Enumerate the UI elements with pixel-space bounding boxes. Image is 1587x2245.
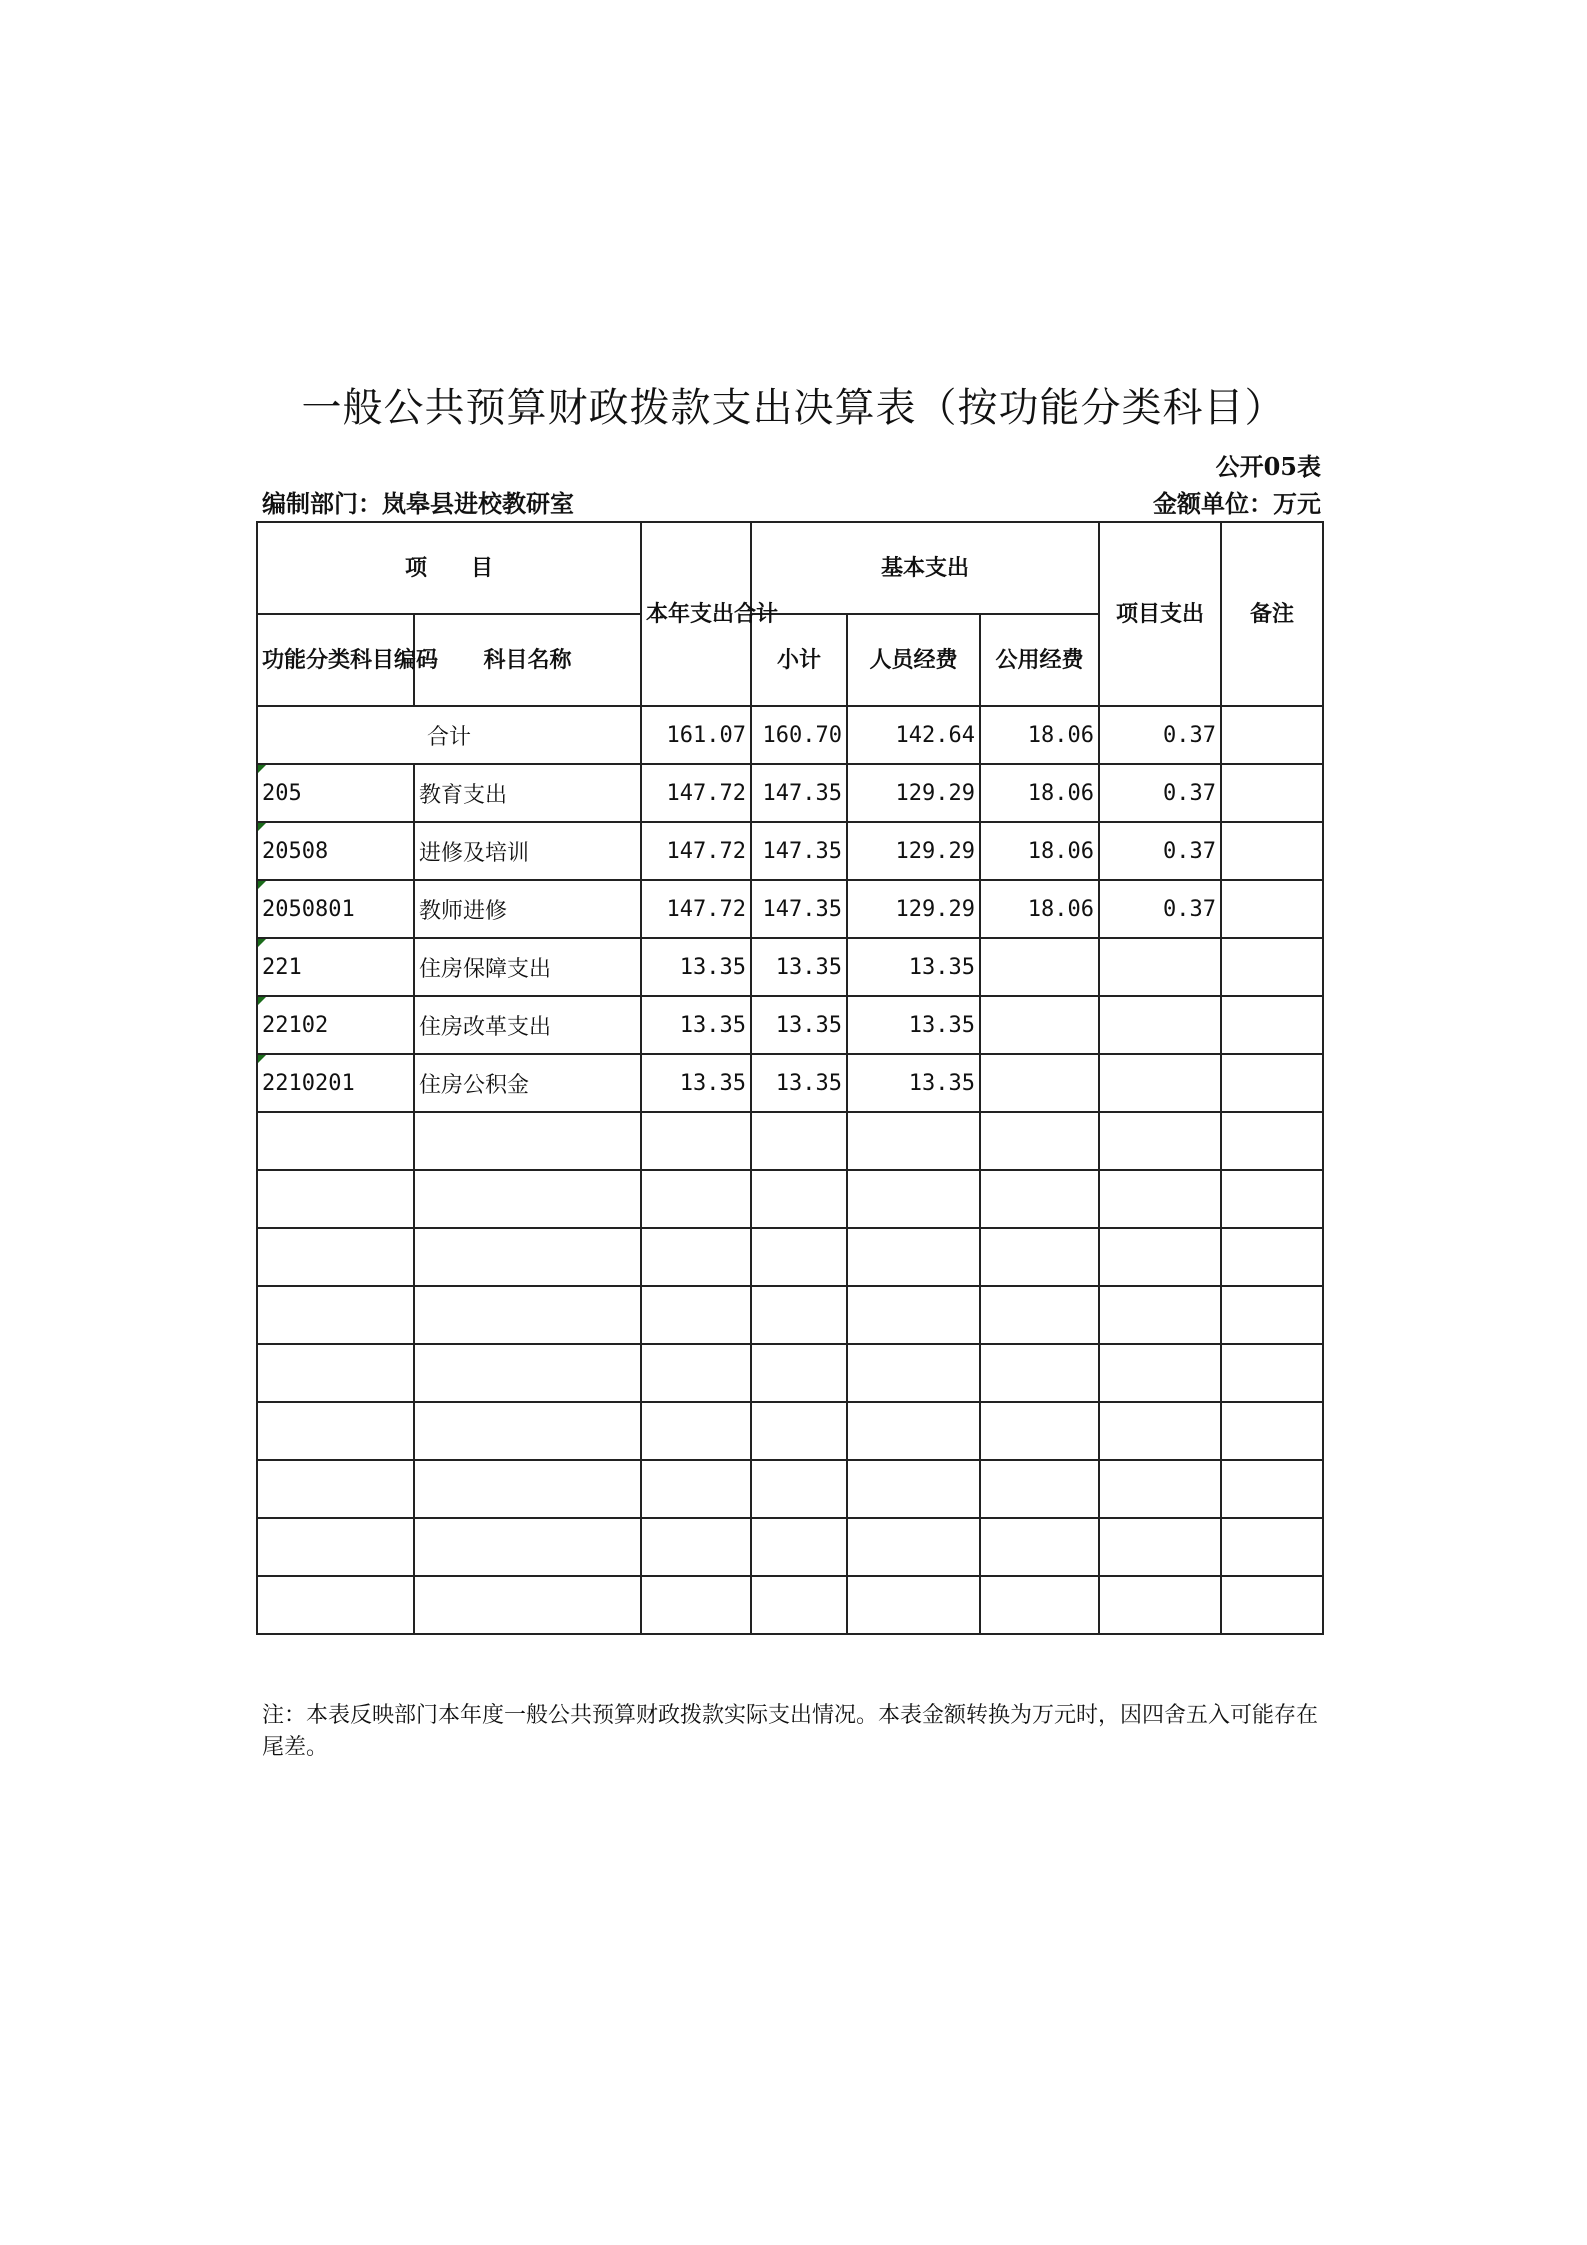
row-total [641, 1402, 751, 1460]
row-total [641, 880, 751, 938]
row-name-text: 教师进修 [419, 898, 508, 924]
row-name [414, 996, 641, 1054]
row-total [641, 1286, 751, 1344]
row-project [1099, 1460, 1221, 1518]
row-total [641, 938, 751, 996]
row-name-text: 住房改革支出 [419, 1014, 552, 1040]
row-total-text: 147.72 [666, 896, 747, 922]
header-item: 项 目 [257, 522, 641, 614]
header-total: 本年支出合计 [641, 522, 751, 706]
cell-flag-icon [258, 765, 266, 773]
cell-flag-icon [258, 939, 266, 947]
footnote: 注：本表反映部门本年度一般公共预算财政拨款实际支出情况。本表金额转换为万元时，因四舍五入可能存在尾差。 [262, 1703, 1319, 1760]
row-project [1099, 1518, 1221, 1576]
budget-table [256, 521, 1324, 1635]
row-public [980, 938, 1099, 996]
row-public [980, 996, 1099, 1054]
table-row [257, 1112, 1323, 1170]
row-personnel [847, 1344, 980, 1402]
row-subtotal [751, 1112, 847, 1170]
row-project [1099, 1054, 1221, 1112]
row-subtotal-text: 147.35 [762, 896, 843, 922]
row-public-text: 18.06 [1027, 780, 1095, 806]
row-project [1099, 1286, 1221, 1344]
row-code-text: 2210201 [262, 1070, 355, 1096]
row-code-text: 2050801 [262, 896, 355, 922]
row-name [414, 1286, 641, 1344]
row-total [641, 996, 751, 1054]
table-row [257, 1576, 1323, 1634]
row-subtotal [751, 822, 847, 880]
row-remark [1221, 1054, 1323, 1112]
header-name: 科目名称 [414, 614, 641, 706]
row-name [414, 1112, 641, 1170]
row-total [641, 1576, 751, 1634]
row-subtotal [751, 1054, 847, 1112]
header-project: 项目支出 [1099, 522, 1221, 706]
row-subtotal-text: 13.35 [775, 954, 843, 980]
row-total [641, 1344, 751, 1402]
row-subtotal [751, 1170, 847, 1228]
table-row [257, 1170, 1323, 1228]
row-project [1099, 764, 1221, 822]
row-total [641, 1054, 751, 1112]
row-personnel [847, 1054, 980, 1112]
table-row [257, 822, 1323, 880]
row-personnel-text: 13.35 [908, 954, 976, 980]
row-remark [1221, 1286, 1323, 1344]
row-total [641, 764, 751, 822]
row-subtotal [751, 1228, 847, 1286]
row-public [980, 1228, 1099, 1286]
cell-flag-icon [258, 1055, 266, 1063]
row-project [1099, 1112, 1221, 1170]
row-code [257, 1518, 414, 1576]
row-code [257, 880, 414, 938]
table-row [257, 1054, 1323, 1112]
row-project [1099, 1170, 1221, 1228]
row-name [414, 880, 641, 938]
row-personnel [847, 1460, 980, 1518]
row-total-text: 13.35 [679, 1070, 747, 1096]
row-code-text: 205 [262, 780, 302, 806]
row-personnel [847, 1518, 980, 1576]
total-public: 18.06 [980, 706, 1099, 764]
row-personnel-text: 129.29 [895, 896, 976, 922]
header-remark: 备注 [1221, 522, 1323, 706]
row-subtotal [751, 1286, 847, 1344]
row-project [1099, 938, 1221, 996]
row-public [980, 1286, 1099, 1344]
row-project [1099, 822, 1221, 880]
table-row [257, 996, 1323, 1054]
row-code [257, 1170, 414, 1228]
row-subtotal [751, 1402, 847, 1460]
row-personnel [847, 1112, 980, 1170]
table-row [257, 880, 1323, 938]
row-total-text: 13.35 [679, 1012, 747, 1038]
department-label: 编制部门：岚皋县进校教研室 [262, 489, 574, 518]
header-code: 功能分类科目编码 [257, 614, 414, 706]
row-personnel [847, 1170, 980, 1228]
row-project [1099, 996, 1221, 1054]
row-name [414, 1170, 641, 1228]
row-public [980, 764, 1099, 822]
row-total-text: 147.72 [666, 780, 747, 806]
cell-flag-icon [258, 997, 266, 1005]
cell-flag-icon [258, 881, 266, 889]
row-name [414, 1576, 641, 1634]
row-subtotal-text: 147.35 [762, 780, 843, 806]
row-subtotal [751, 1460, 847, 1518]
row-public [980, 1112, 1099, 1170]
row-subtotal-text: 13.35 [775, 1070, 843, 1096]
row-code [257, 1344, 414, 1402]
row-code [257, 938, 414, 996]
cell-flag-icon [258, 823, 266, 831]
row-personnel [847, 1286, 980, 1344]
row-code [257, 764, 414, 822]
row-code-text: 22102 [262, 1012, 329, 1038]
total-subtotal: 160.70 [751, 706, 847, 764]
total-label: 合计 [257, 706, 641, 764]
row-public [980, 1344, 1099, 1402]
row-total-text: 147.72 [666, 838, 747, 864]
row-remark [1221, 880, 1323, 938]
header-public: 公用经费 [980, 614, 1099, 706]
row-subtotal [751, 1576, 847, 1634]
row-project [1099, 1344, 1221, 1402]
row-code [257, 996, 414, 1054]
row-personnel-text: 13.35 [908, 1070, 976, 1096]
row-code [257, 1228, 414, 1286]
row-project-text: 0.37 [1163, 780, 1217, 806]
row-subtotal-text: 13.35 [775, 1012, 843, 1038]
form-id: 公开05表 [1215, 452, 1321, 481]
total-personnel: 142.64 [847, 706, 980, 764]
row-name-text: 住房公积金 [419, 1072, 530, 1098]
row-subtotal [751, 764, 847, 822]
row-total [641, 1228, 751, 1286]
row-name [414, 822, 641, 880]
row-subtotal [751, 938, 847, 996]
page-title: 一般公共预算财政拨款支出决算表（按功能分类科目） [301, 385, 1286, 431]
total-total: 161.07 [641, 706, 751, 764]
table-row [257, 1344, 1323, 1402]
table-row [257, 1402, 1323, 1460]
row-remark [1221, 1402, 1323, 1460]
row-public-text: 18.06 [1027, 838, 1095, 864]
header-basic: 基本支出 [751, 522, 1099, 614]
row-public [980, 1402, 1099, 1460]
row-public [980, 880, 1099, 938]
row-code [257, 822, 414, 880]
row-project-text: 0.37 [1163, 838, 1217, 864]
row-code-text: 20508 [262, 838, 329, 864]
row-personnel [847, 1402, 980, 1460]
row-subtotal [751, 1518, 847, 1576]
unit-label: 金额单位：万元 [1153, 489, 1321, 518]
table-row [257, 1228, 1323, 1286]
row-public [980, 1054, 1099, 1112]
row-code [257, 1286, 414, 1344]
row-remark [1221, 996, 1323, 1054]
row-name [414, 1228, 641, 1286]
row-name [414, 1518, 641, 1576]
row-total [641, 1170, 751, 1228]
row-personnel [847, 822, 980, 880]
row-subtotal-text: 147.35 [762, 838, 843, 864]
row-public-text: 18.06 [1027, 896, 1095, 922]
row-project [1099, 880, 1221, 938]
header-subtotal: 小计 [751, 614, 847, 706]
row-public [980, 1170, 1099, 1228]
row-personnel-text: 13.35 [908, 1012, 976, 1038]
total-project: 0.37 [1099, 706, 1221, 764]
row-remark [1221, 938, 1323, 996]
row-subtotal [751, 996, 847, 1054]
row-personnel-text: 129.29 [895, 838, 976, 864]
row-remark [1221, 1170, 1323, 1228]
row-code-text: 221 [262, 954, 302, 980]
header-personnel: 人员经费 [847, 614, 980, 706]
row-personnel [847, 764, 980, 822]
row-public [980, 1576, 1099, 1634]
row-code [257, 1402, 414, 1460]
row-name [414, 1402, 641, 1460]
row-personnel [847, 996, 980, 1054]
row-public [980, 822, 1099, 880]
table-row [257, 938, 1323, 996]
row-name [414, 1344, 641, 1402]
row-remark [1221, 1518, 1323, 1576]
row-name-text: 教育支出 [419, 782, 508, 808]
row-project [1099, 1228, 1221, 1286]
row-remark [1221, 1344, 1323, 1402]
row-name-text: 住房保障支出 [419, 956, 552, 982]
row-subtotal [751, 880, 847, 938]
row-personnel-text: 129.29 [895, 780, 976, 806]
row-total-text: 13.35 [679, 954, 747, 980]
row-personnel [847, 880, 980, 938]
row-public [980, 1518, 1099, 1576]
row-total [641, 1518, 751, 1576]
row-total [641, 1460, 751, 1518]
row-name-text: 进修及培训 [419, 840, 530, 866]
row-name [414, 1054, 641, 1112]
row-project [1099, 1402, 1221, 1460]
table-row [257, 1286, 1323, 1344]
row-code [257, 1054, 414, 1112]
row-personnel [847, 1228, 980, 1286]
table-row [257, 1518, 1323, 1576]
row-name [414, 1460, 641, 1518]
row-code [257, 1112, 414, 1170]
row-name [414, 938, 641, 996]
table-row [257, 1460, 1323, 1518]
total-remark [1221, 706, 1323, 764]
total-row [257, 706, 1323, 764]
row-project-text: 0.37 [1163, 896, 1217, 922]
row-personnel [847, 938, 980, 996]
row-code [257, 1460, 414, 1518]
row-project [1099, 1576, 1221, 1634]
row-remark [1221, 822, 1323, 880]
row-code [257, 1576, 414, 1634]
row-total [641, 822, 751, 880]
table-row [257, 764, 1323, 822]
row-remark [1221, 1576, 1323, 1634]
row-personnel [847, 1576, 980, 1634]
row-public [980, 1460, 1099, 1518]
row-remark [1221, 1228, 1323, 1286]
row-total [641, 1112, 751, 1170]
row-remark [1221, 764, 1323, 822]
row-subtotal [751, 1344, 847, 1402]
row-remark [1221, 1112, 1323, 1170]
row-remark [1221, 1460, 1323, 1518]
row-name [414, 764, 641, 822]
